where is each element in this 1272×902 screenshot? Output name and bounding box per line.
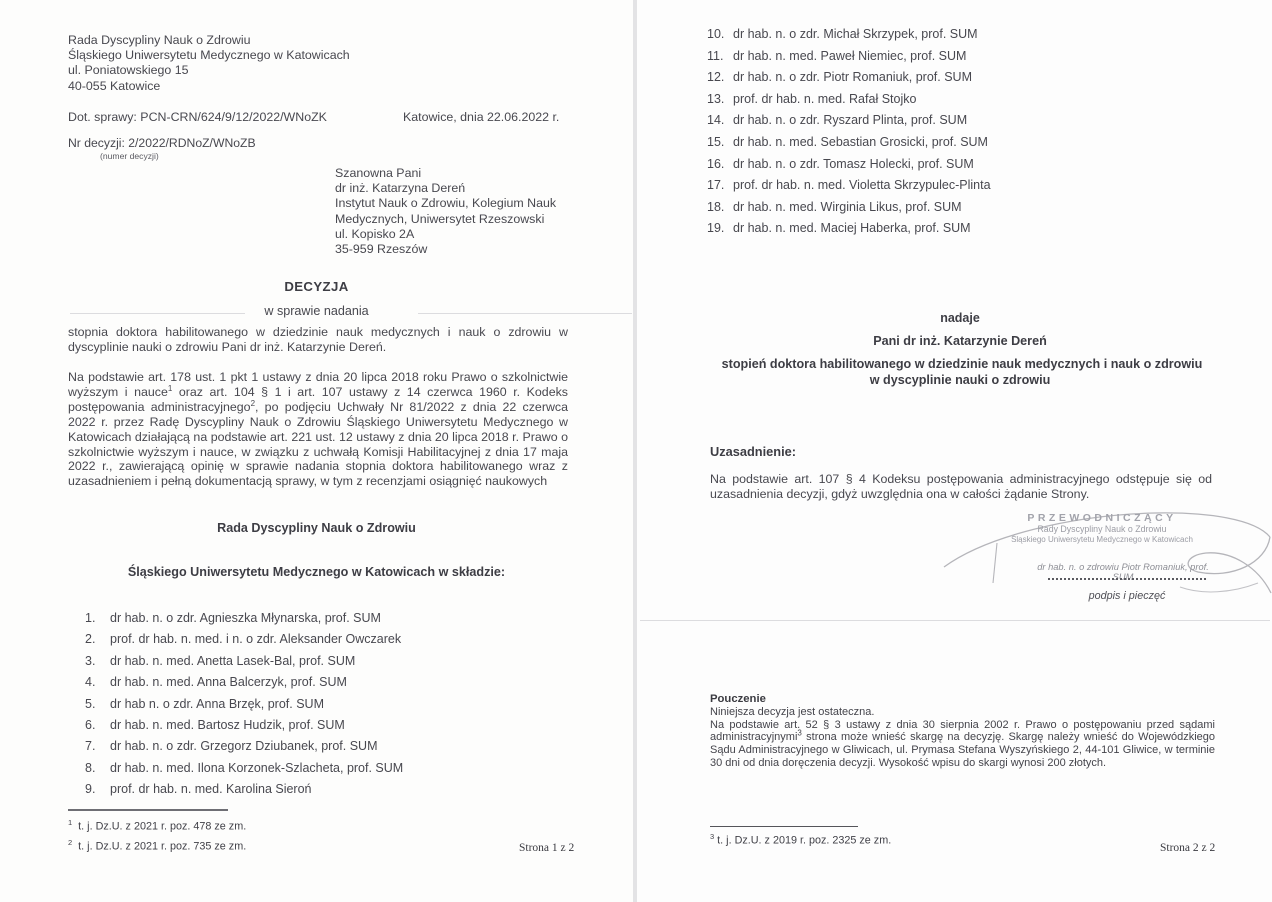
footnote-mark: 1: [68, 818, 73, 827]
legal-basis-text: , po podjęciu Uchwały Nr 81/2022 z dnia 22 czerwca 2022 r. przez Radę Dyscypliny Nauk o Zdrowiu Śląskiego Uniwersytetu Medycznego w Katowicach działającą na podstawie art. 221 ust. 12 ustawy z dnia 20 lipca 2018 r. Prawo o szkolnictwie wyższym i nauce, w związku z uchwałą Komisji Habilitacyjnej z dnia 17 maja 2022 r., zawierającą opinię w sprawie nadania stopnia doktora habilitowanego wraz z uzasadnieniem i pełną dokumentacją sprawy, w tym z recenzjami osiągnięć naukowych: [68, 399, 568, 489]
member-number: 13.: [707, 91, 725, 106]
council-member-row: [707, 49, 1187, 71]
council-member-row: [707, 70, 1187, 92]
member-name: dr hab. n. med. Paweł Niemiec, prof. SUM: [733, 48, 967, 63]
member-name: dr hab. n. med. Wirginia Likus, prof. SUM: [733, 199, 962, 214]
member-name: dr hab. n. med. Bartosz Hudzik, prof. SUM: [110, 717, 345, 732]
council-heading-line2: Śląskiego Uniwersytetu Medycznego w Katowicach w składzie:: [127, 565, 506, 579]
footnote-text: t. j. Dz.U. z 2021 r. poz. 735 ze zm.: [78, 840, 247, 853]
council-member-row: [85, 654, 565, 675]
member-name: dr hab. n. med. Anetta Lasek-Bal, prof. SUM: [110, 653, 356, 668]
pouczenie-heading: Pouczenie: [710, 693, 766, 705]
stamp-title: PRZEWODNICZĄCY: [1027, 512, 1177, 524]
granted-degree-line2: w dyscyplinie nauki o zdrowiu: [869, 373, 1051, 387]
council-member-row: [707, 135, 1187, 157]
council-member-row: [85, 782, 565, 803]
member-name: dr hab. n. o zdr. Ryszard Plinta, prof. SUM: [733, 113, 968, 128]
member-name: dr hab. n. med. Maciej Haberka, prof. SUM: [733, 221, 971, 236]
pouczenie-text: Na podstawie art. 52 § 3 ustawy z dnia 30 sierpnia 2002 r. Prawo o postępowaniu przed sądami administracyjnymi: [710, 718, 1215, 744]
member-name: dr hab. n. o zdr. Tomasz Holecki, prof. SUM: [733, 156, 974, 171]
member-number: 8.: [85, 760, 96, 775]
member-number: 14.: [707, 113, 725, 128]
addressee-line: ul. Kopisko 2A: [335, 226, 415, 241]
member-name: dr hab. n. med. Anna Balcerzyk, prof. SUM: [110, 675, 347, 690]
footnote-divider: [68, 809, 228, 811]
footnote-text: t. j. Dz.U. z 2019 r. poz. 2325 ze zm.: [717, 834, 892, 847]
council-members-list-10-19: [707, 27, 1187, 243]
council-member-row: [707, 113, 1187, 135]
council-member-row: [85, 697, 565, 718]
page-1: [0, 0, 633, 902]
council-member-row: [707, 157, 1187, 179]
sender-address-line: Rada Dyscypliny Nauk o Zdrowiu: [68, 33, 251, 47]
pouczenie-final-line: Niniejsza decyzja jest ostateczna.: [710, 705, 875, 718]
member-number: 5.: [85, 696, 96, 711]
member-number: 18.: [707, 199, 725, 214]
council-member-row: [707, 178, 1187, 200]
council-member-row: [85, 675, 565, 696]
sender-address-line: 40-055 Katowice: [68, 78, 161, 93]
council-member-row: [85, 761, 565, 782]
footnote-reference-3: 3: [797, 728, 802, 738]
case-reference: Dot. sprawy: PCN-CRN/624/9/12/2022/WNoZK: [68, 110, 327, 124]
council-member-row: [85, 718, 565, 739]
member-name: prof. dr hab. n. med. Rafał Stojko: [733, 91, 917, 106]
member-number: 12.: [707, 70, 725, 85]
council-member-row: [707, 221, 1187, 243]
member-number: 6.: [85, 717, 96, 732]
member-number: 2.: [85, 632, 96, 647]
legal-basis-paragraph: [68, 370, 568, 489]
sender-address-block: [68, 33, 388, 94]
member-name: prof. dr hab. n. med. Violetta Skrzypulec-Plinta: [733, 178, 991, 193]
council-member-row: [707, 92, 1187, 114]
pouczenie-text: strona może wnieść skargę na decyzję. Skargę należy wnieść do Wojewódzkiego Sądu Administracyjnego w Gliwicach, ul. Prymasa Stefana Wyszyńskiego 2, 44-101 Gliwice, w terminie 30 dni od dnia doręczenia decyzji. Wysokość wpisu do skargi wynosi 200 złotych.: [710, 731, 1215, 769]
footnotes-block: [68, 815, 368, 855]
justification-heading: Uzasadnienie:: [710, 444, 797, 459]
council-member-row: [707, 27, 1187, 49]
justification-paragraph: Na podstawie art. 107 § 4 Kodeksu postępowania administracyjnego odstępuje się od uzasadnienia decyzji, gdyż uwzględnia ona w całości żądanie Strony.: [710, 472, 1212, 502]
council-member-row: [85, 632, 565, 653]
council-member-row: [85, 739, 565, 760]
member-number: 10.: [707, 27, 725, 41]
place-and-date: Katowice, dnia 22.06.2022 r.: [403, 110, 560, 124]
member-number: 9.: [85, 782, 96, 797]
pouczenie-block: [710, 693, 1215, 770]
member-number: 19.: [707, 221, 725, 236]
grants-keyword: nadaje: [940, 311, 980, 325]
sender-address-line: ul. Poniatowskiego 15: [68, 63, 189, 78]
council-member-row: [707, 200, 1187, 222]
scan-fold-line: [640, 620, 1270, 621]
member-number: 7.: [85, 739, 96, 754]
sender-address-line: Śląskiego Uniwersytetu Medycznego w Katowicach: [68, 48, 350, 63]
intro-paragraph: stopnia doktora habilitowanego w dziedzinie nauk medycznych i nauk o zdrowiu w dyscyplinie nauki o zdrowiu Pani dr inż. Katarzynie Dereń.: [68, 325, 568, 355]
member-name: dr hab. n. o zdr. Grzegorz Dziubanek, prof. SUM: [110, 739, 378, 754]
footnote-line: [68, 815, 368, 835]
addressee-line: 35-959 Rzeszów: [335, 242, 428, 257]
member-number: 16.: [707, 156, 725, 171]
member-name: dr hab. n. o zdr. Michał Skrzypek, prof. SUM: [733, 27, 978, 41]
decision-number-caption: (numer decyzji): [100, 151, 159, 161]
council-members-list-1-9: [85, 611, 565, 804]
signature-caption: podpis i pieczęć: [1088, 590, 1166, 602]
page-number-label: Strona 2 z 2: [1160, 842, 1216, 854]
footnote-reference-2: 2: [250, 398, 256, 408]
footnote-line: [710, 832, 1010, 847]
member-name: prof. dr hab. n. med. Karolina Sieroń: [110, 782, 312, 797]
member-number: 4.: [85, 675, 96, 690]
addressee-line: Szanowna Pani: [335, 166, 422, 180]
stamp-org-line1: Rady Dyscypliny Nauk o Zdrowiu: [1037, 524, 1167, 534]
addressee-line: Medycznych, Uniwersytet Rzeszowski: [335, 211, 545, 226]
member-name: dr hab n. o zdr. Anna Brzęk, prof. SUM: [110, 696, 324, 711]
member-name: dr hab. n. o zdr. Agnieszka Młynarska, prof. SUM: [110, 611, 381, 625]
footnote-line: [68, 835, 368, 855]
member-number: 11.: [707, 48, 724, 63]
legal-basis-text: oraz art. 104 § 1 i art. 107 ustawy z 14 czerwca 1960 r. Kodeks postępowania administracyjnego: [68, 384, 568, 414]
member-number: 3.: [85, 653, 96, 668]
signer-name: dr hab. n. o zdrowiu Piotr Romaniuk, prof. SUM: [1037, 562, 1209, 582]
member-number: 15.: [707, 134, 725, 149]
decision-number: Nr decyzji: 2/2022/RDNoZ/WNoZB: [68, 136, 256, 150]
addressee-line: dr inż. Katarzyna Dereń: [335, 181, 466, 196]
footnote-reference-1: 1: [167, 383, 173, 393]
member-name: dr hab. n. o zdr. Piotr Romaniuk, prof. SUM: [733, 70, 972, 85]
council-heading-line1: Rada Dyscypliny Nauk o Zdrowiu: [217, 521, 416, 535]
addressee-line: Instytut Nauk o Zdrowiu, Kolegium Nauk: [335, 196, 557, 211]
grantee-name: Pani dr inż. Katarzynie Dereń: [873, 334, 1047, 348]
member-number: 1.: [85, 611, 96, 625]
document-title: DECYZJA: [284, 279, 349, 294]
footnote-mark: 3: [710, 832, 715, 841]
member-number: 17.: [707, 178, 725, 193]
legal-basis-text: Na podstawie art. 178 ust. 1 pkt 1 ustawy z dnia 20 lipca 2018 roku Prawo o szkolnictwie wyższym i nauce: [68, 370, 568, 399]
granted-degree-line1: stopień doktora habilitowanego w dziedzinie nauk medycznych i nauk o zdrowiu: [721, 357, 1203, 371]
addressee-block: [335, 166, 595, 257]
member-name: prof. dr hab. n. med. i n. o zdr. Aleksander Owczarek: [110, 632, 402, 647]
footnote-divider: [710, 826, 858, 827]
chairman-stamp: [982, 512, 1222, 545]
footnote-text: t. j. Dz.U. z 2021 r. poz. 478 ze zm.: [78, 820, 247, 833]
footnote-mark: 2: [68, 838, 73, 848]
page-number-label: Strona 1 z 2: [519, 842, 575, 854]
document-subtitle: w sprawie nadania: [264, 304, 369, 318]
member-name: dr hab. n. med. Ilona Korzonek-Szlacheta, prof. SUM: [110, 760, 404, 775]
stamp-org-line2: Śląskiego Uniwersytetu Medycznego w Katowicach: [1011, 534, 1193, 544]
signature-dotted-line: [1048, 572, 1206, 580]
member-name: dr hab. n. med. Sebastian Grosicki, prof. SUM: [733, 134, 988, 149]
council-member-row: [85, 611, 565, 632]
